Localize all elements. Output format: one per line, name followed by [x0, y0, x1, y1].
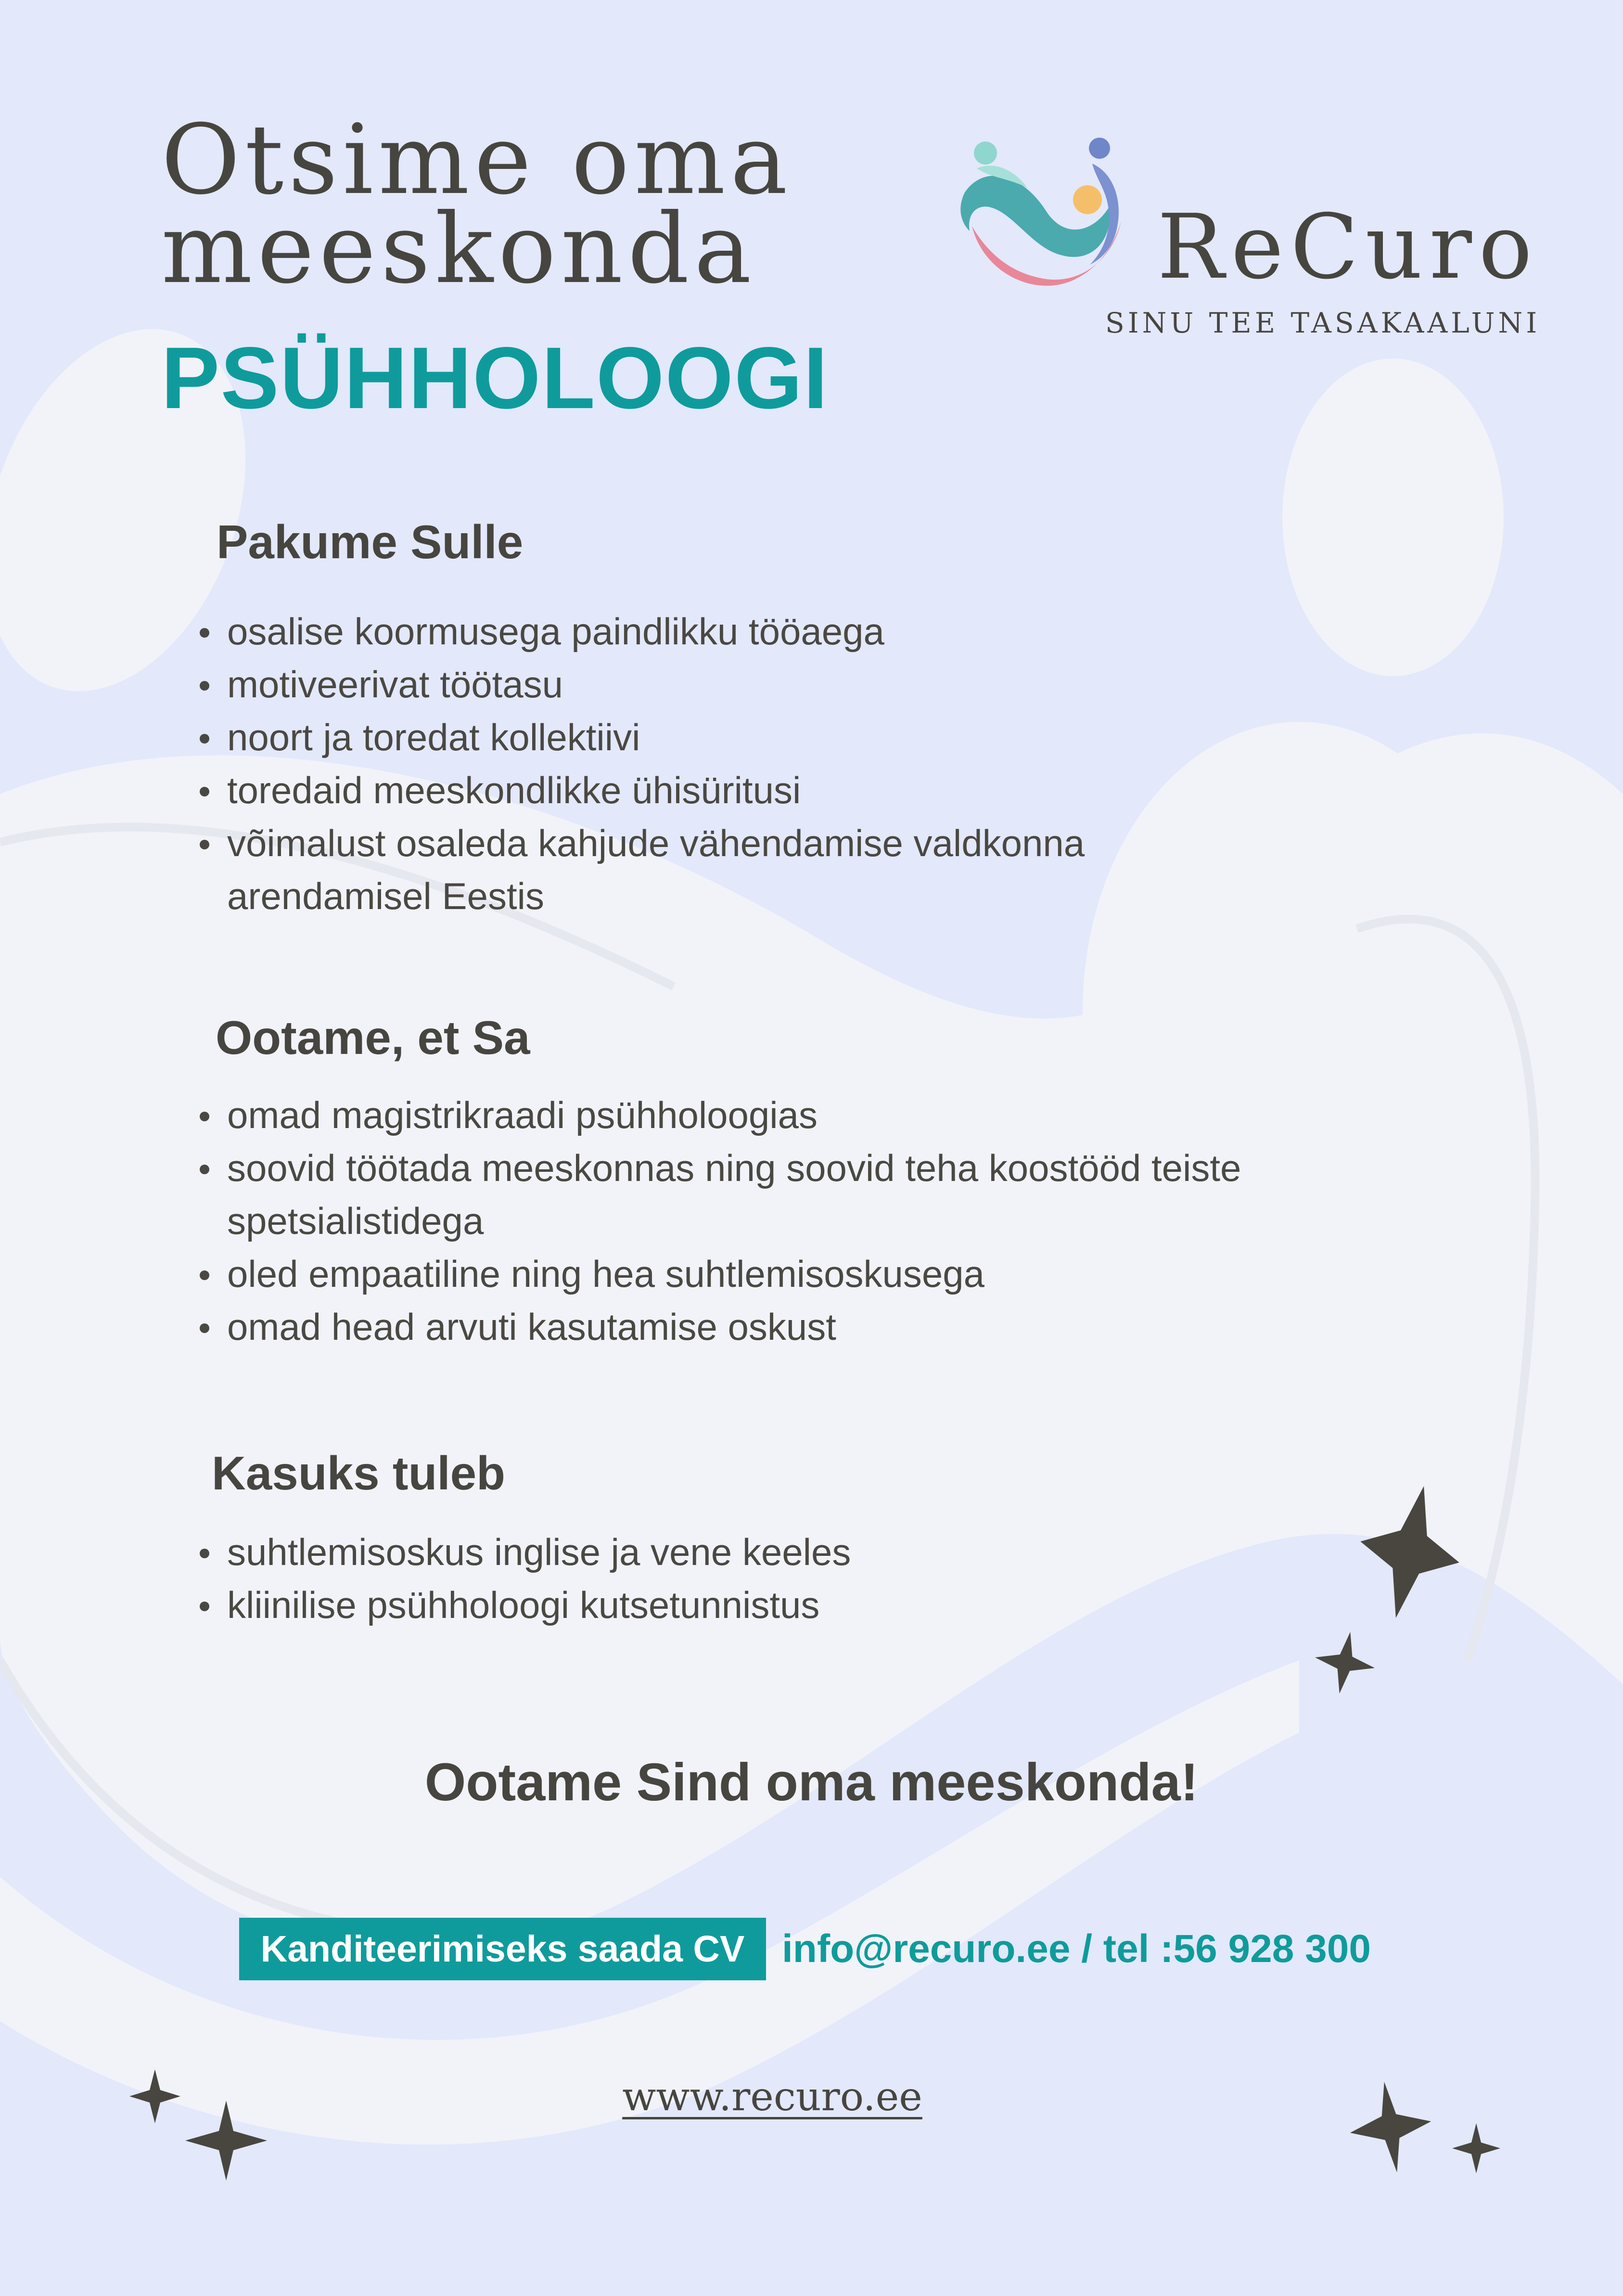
title-line-2: meeskonda [161, 193, 756, 305]
section-heading-expect: Ootame, et Sa [216, 1011, 530, 1064]
recuro-logo [955, 135, 1542, 346]
list-item: osalise koormusega paindlikku tööaega [195, 605, 1282, 658]
bonus-list [195, 1526, 1253, 1631]
title-line-1: Otsime oma [161, 104, 792, 216]
expect-list [195, 1089, 1253, 1353]
section-heading-bonus: Kasuks tuleb [212, 1447, 505, 1500]
offer-list [195, 605, 1282, 923]
page-title [161, 104, 792, 305]
website-link[interactable]: www.recuro.ee [622, 2074, 922, 2120]
job-title: PSÜHHOLOOGI [161, 329, 829, 427]
list-item: oled empaatiline ning hea suhtlemisoskusega [195, 1247, 1253, 1300]
contact-info-link[interactable]: info@recuro.ee / tel :56 928 300 [782, 1927, 1371, 1971]
sparkle-bottom-right-small [1452, 2123, 1500, 2173]
brand-name: ReCuro [1157, 195, 1539, 299]
list-item: motiveerivat töötasu [195, 658, 1282, 711]
section-heading-offer: Pakume Sulle [217, 515, 524, 568]
list-item: suhtlemisoskus inglise ja vene keeles [195, 1526, 1253, 1578]
brand-tagline: SINU TEE TASAKAALUNI [1105, 307, 1541, 339]
list-item: noort ja toredat kollektiivi [195, 711, 1282, 764]
list-item: kliinilise psühholoogi kutsetunnistus [195, 1578, 1253, 1631]
list-item: soovid töötada meeskonnas ning soovid teha koostööd teiste spetsialistidega [195, 1142, 1253, 1247]
logo-mark-icon [955, 135, 1138, 308]
list-item: omad head arvuti kasutamise oskust [195, 1300, 1253, 1353]
sparkle-small-right [1310, 1627, 1380, 1699]
list-item: võimalust osaleda kahjude vähendamise valdkonna arendamisel Eestis [195, 817, 1282, 923]
list-item: omad magistrikraadi psühholoogias [195, 1089, 1253, 1142]
apply-label: Kanditeerimiseks saada CV [239, 1918, 766, 1980]
closing-message: Ootame Sind oma meeskonda! [424, 1753, 1199, 1812]
list-item: toredaid meeskondlikke ühisüritusi [195, 764, 1282, 817]
